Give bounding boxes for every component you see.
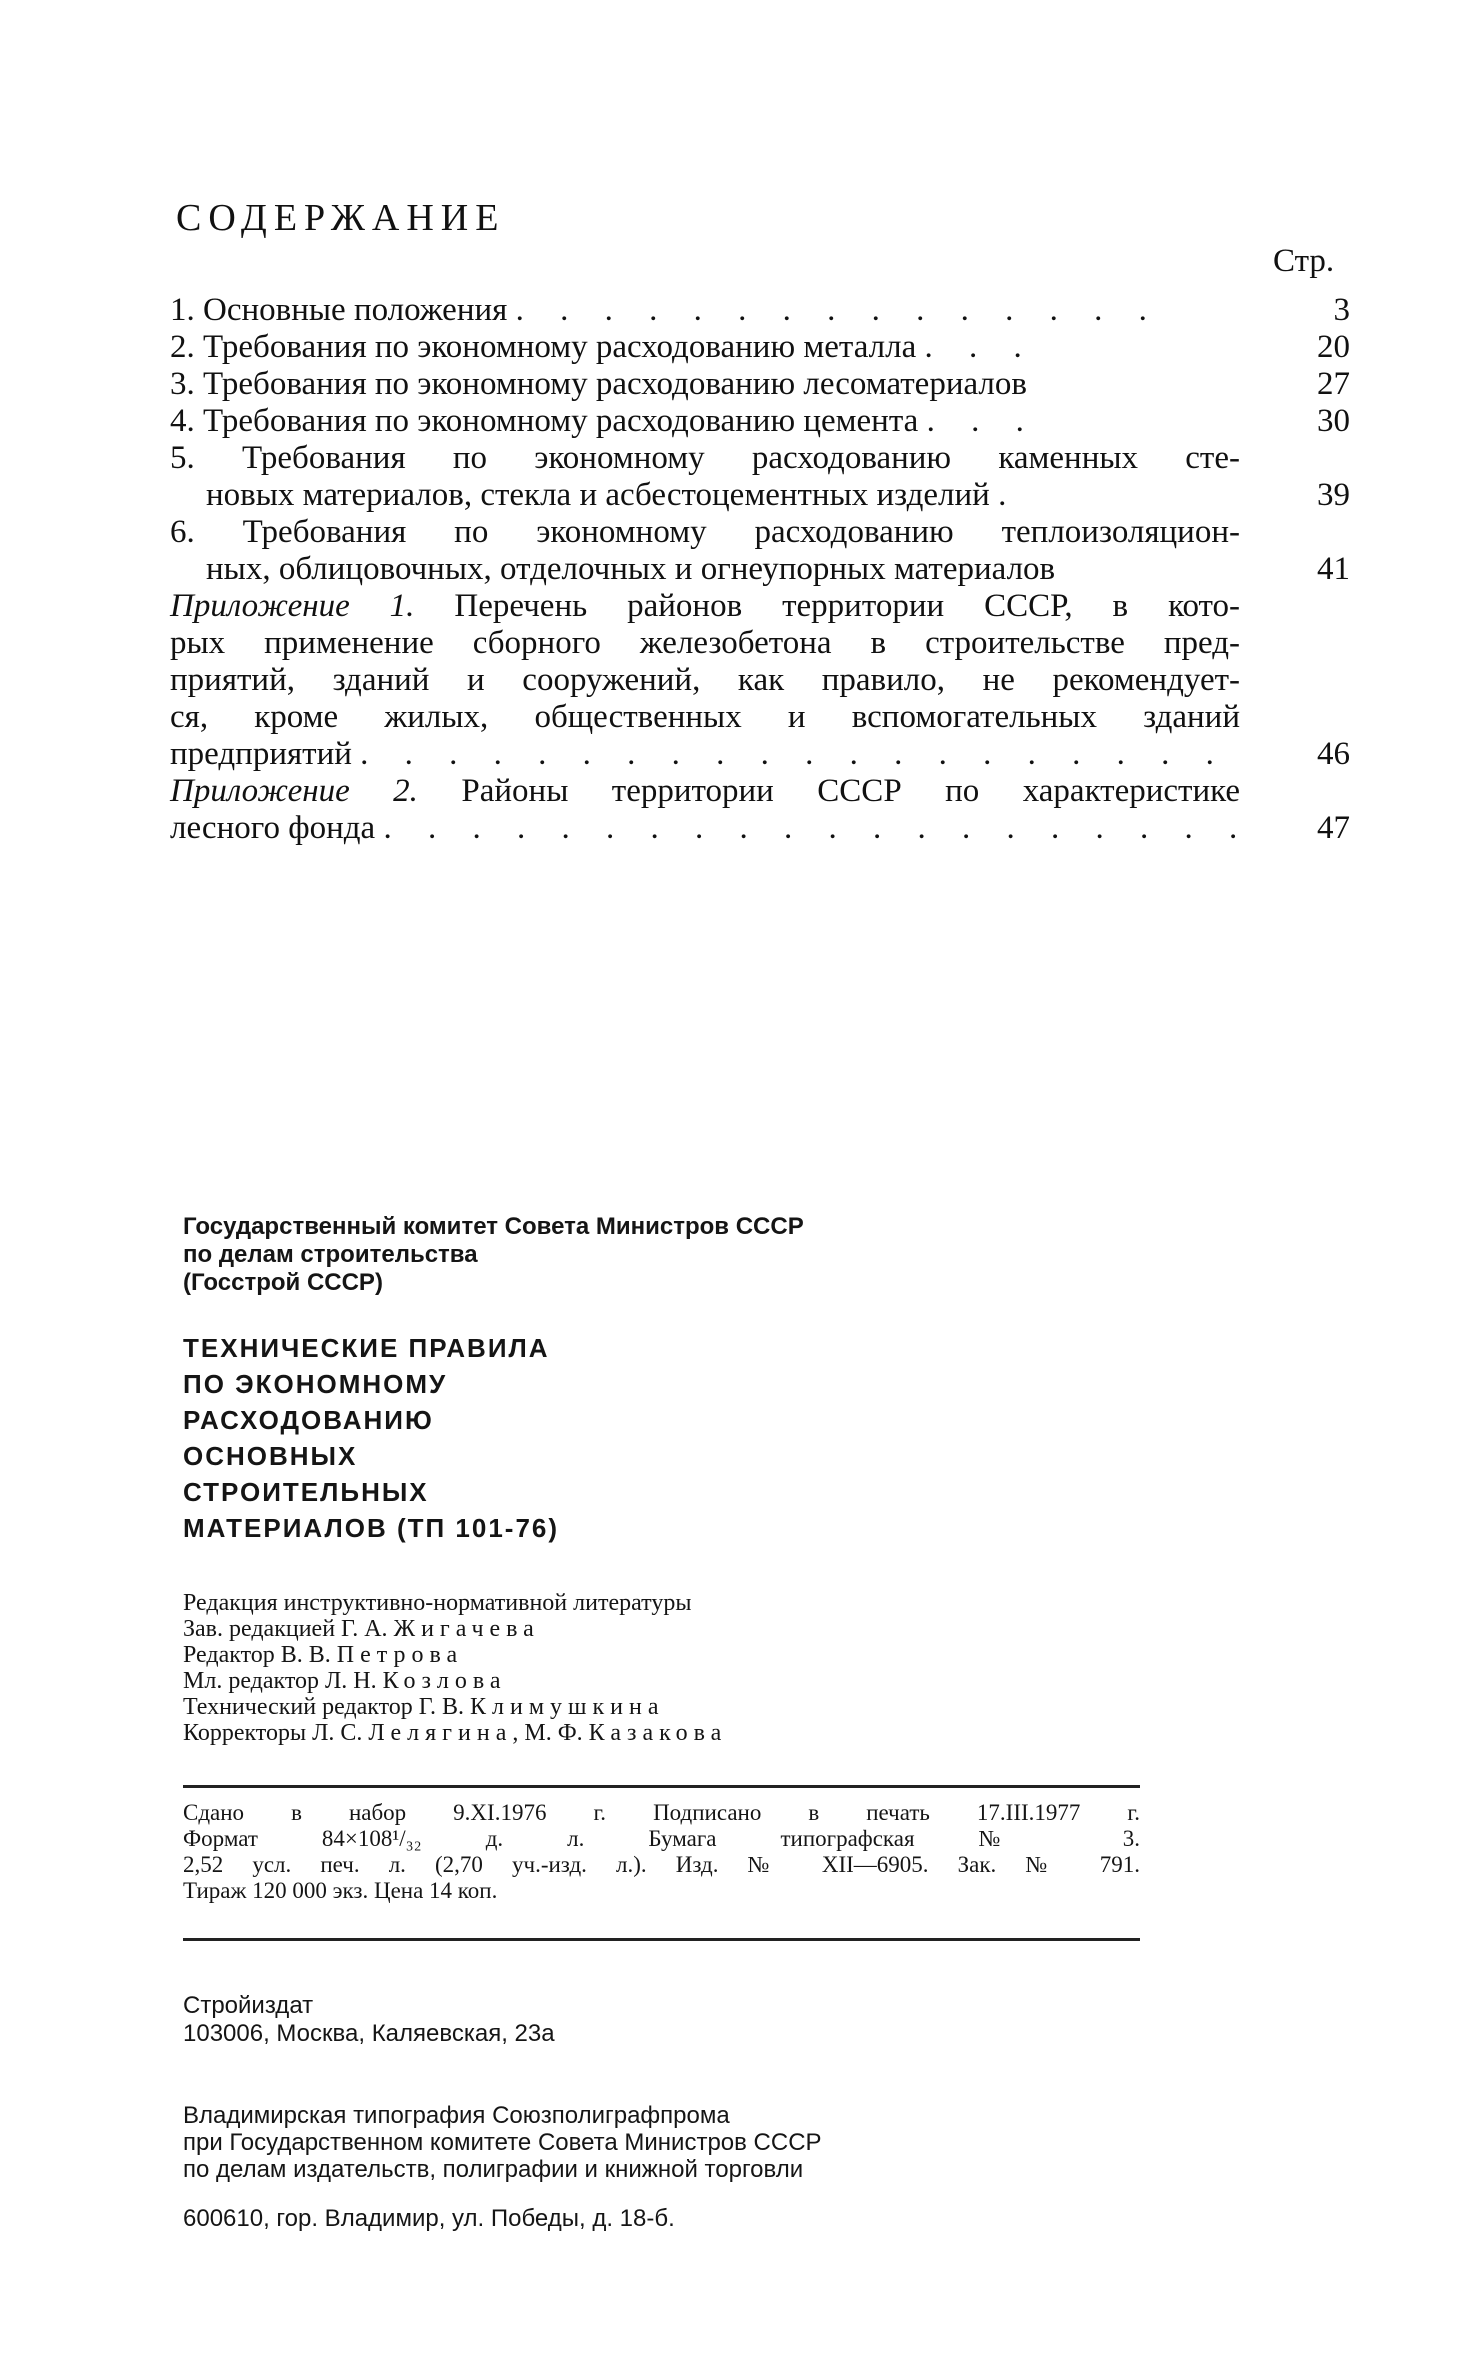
printer-line: по делам издательств, полиграфии и книжной торговли xyxy=(183,2156,804,2183)
editorial-staff xyxy=(183,1590,1143,1746)
divider-rule xyxy=(183,1785,1140,1788)
toc-entry-text: предприятий xyxy=(170,736,352,772)
toc-entry-5 xyxy=(170,440,1350,514)
org-line: Государственный комитет Совета Министров СССР xyxy=(183,1213,804,1240)
toc-page-number: 20 xyxy=(1317,329,1350,365)
print-details xyxy=(183,1800,1140,1904)
staff-name: Козлова xyxy=(382,1668,507,1694)
toc-entry-text: 1. Основные положения xyxy=(170,292,508,328)
staff-name: Казакова xyxy=(588,1720,728,1746)
toc-page-number: 30 xyxy=(1317,403,1350,439)
staff-line-proofreaders xyxy=(183,1720,1143,1746)
toc-page-number: 41 xyxy=(1317,551,1350,587)
staff-name: Жигачева xyxy=(393,1616,540,1642)
toc-entry-appendix-2 xyxy=(170,773,1350,847)
toc-entry-text: приятий, зданий и сооружений, как правило, не рекомендует- xyxy=(170,662,1240,698)
toc-entry-text: 6. Требования по экономному расходованию теплоизоляцион- xyxy=(170,514,1240,550)
printer-line: при Государственном комитете Совета Министров СССР xyxy=(183,2129,822,2156)
appendix-label: Приложение 2. xyxy=(170,773,418,809)
leader-dots: . . . . . . . . . . . . . . . . . . . . xyxy=(360,736,1228,772)
staff-role: Корректоры Л. С. xyxy=(183,1720,363,1746)
org-line: (Госстрой СССР) xyxy=(183,1269,383,1296)
table-of-contents xyxy=(170,292,1350,847)
leader-dots: . xyxy=(998,477,1021,513)
toc-entry-4 xyxy=(170,403,1350,440)
toc-entry-text: новых материалов, стекла и асбестоцементных изделий xyxy=(206,477,990,513)
toc-entry-text: Перечень районов территории СССР, в кото- xyxy=(454,588,1240,624)
toc-entry-text: ся, кроме жилых, общественных и вспомогательных зданий xyxy=(170,699,1240,735)
divider-rule xyxy=(183,1938,1140,1941)
title-line: ПО ЭКОНОМНОМУ xyxy=(183,1369,448,1399)
staff-line-junior-editor xyxy=(183,1668,1143,1694)
toc-entry-2 xyxy=(170,329,1350,366)
document-title xyxy=(183,1330,1143,1546)
title-line: РАСХОДОВАНИЮ xyxy=(183,1405,434,1435)
title-line: ТЕХНИЧЕСКИЕ ПРАВИЛА xyxy=(183,1333,550,1363)
toc-page-number: 3 xyxy=(1333,292,1350,328)
staff-name: Петрова xyxy=(336,1642,464,1668)
publisher-block xyxy=(183,1992,1143,2048)
toc-page-number: 27 xyxy=(1317,366,1350,402)
toc-page-number: 39 xyxy=(1317,477,1350,513)
edition-line: Редакция инструктивно-нормативной литературы xyxy=(183,1590,692,1616)
staff-line-head-editor xyxy=(183,1616,1143,1642)
leader-dots: . . . . . . . . . . . . . . . . . . . . xyxy=(383,810,1252,846)
contents-title: СОДЕРЖАНИЕ xyxy=(176,197,506,239)
appendix-label: Приложение 1. xyxy=(170,588,415,624)
leader-dots: . . . . . . . . . . . . . . . xyxy=(515,292,1161,328)
title-line: ОСНОВНЫХ xyxy=(183,1441,358,1471)
toc-entry-text: ных, облицовочных, отделочных и огнеупорных материалов xyxy=(206,551,1056,587)
staff-role: Мл. редактор Л. Н. xyxy=(183,1668,377,1694)
issuing-organization xyxy=(183,1213,1143,1297)
toc-entry-text: 5. Требования по экономному расходованию каменных сте- xyxy=(170,440,1240,476)
org-line: по делам строительства xyxy=(183,1241,478,1268)
publisher-address: 103006, Москва, Каляевская, 23а xyxy=(183,2020,555,2047)
printer-block xyxy=(183,2102,1143,2183)
printer-address: 600610, гор. Владимир, ул. Победы, д. 18-б. xyxy=(183,2205,675,2232)
print-detail-line: 2,52 усл. печ. л. (2,70 уч.-изд. л.). Изд. № XII—6905. Зак. № 791. xyxy=(183,1852,1140,1877)
leader-dots: . . . xyxy=(926,403,1038,439)
print-detail-line: Тираж 120 000 экз. Цена 14 коп. xyxy=(183,1878,498,1903)
toc-entry-text: лесного фонда xyxy=(170,810,376,846)
staff-role: , М. Ф. xyxy=(512,1720,583,1746)
toc-entry-text: 3. Требования по экономному расходованию лесоматериалов xyxy=(170,366,1027,402)
toc-entry-appendix-1 xyxy=(170,588,1350,773)
toc-entry-1 xyxy=(170,292,1350,329)
toc-page-number: 46 xyxy=(1317,736,1350,772)
print-detail-line: Формат 84×108¹/₃₂ д. л. Бумага типографская № 3. xyxy=(183,1826,1140,1851)
toc-entry-text: Районы территории СССР по характеристике xyxy=(461,773,1240,809)
toc-entry-text: 2. Требования по экономному расходованию металла xyxy=(170,329,917,365)
printer-line: Владимирская типография Союзполиграфпрома xyxy=(183,2102,730,2129)
toc-page-number: 47 xyxy=(1317,810,1350,846)
toc-entry-text: 4. Требования по экономному расходованию цемента xyxy=(170,403,919,439)
staff-role: Технический редактор Г. В. xyxy=(183,1694,464,1720)
staff-role: Редактор В. В. xyxy=(183,1642,331,1668)
staff-line-editor xyxy=(183,1642,1143,1668)
staff-line-tech-editor xyxy=(183,1694,1143,1720)
toc-entry-6 xyxy=(170,514,1350,588)
staff-name: Лелягина xyxy=(368,1720,513,1746)
staff-role: Зав. редакцией Г. А. xyxy=(183,1616,388,1642)
publisher-name: Стройиздат xyxy=(183,1992,314,2019)
title-line: СТРОИТЕЛЬНЫХ xyxy=(183,1477,429,1507)
print-detail-line: Сдано в набор 9.XI.1976 г. Подписано в печать 17.III.1977 г. xyxy=(183,1800,1140,1825)
page-column-label: Стр. xyxy=(1273,243,1335,279)
toc-entry-3 xyxy=(170,366,1350,403)
leader-dots: . . . xyxy=(924,329,1036,365)
title-line: МАТЕРИАЛОВ (ТП 101-76) xyxy=(183,1513,560,1543)
staff-name: Климушкина xyxy=(469,1694,665,1720)
toc-entry-text: рых применение сборного железобетона в строительстве пред- xyxy=(170,625,1240,661)
